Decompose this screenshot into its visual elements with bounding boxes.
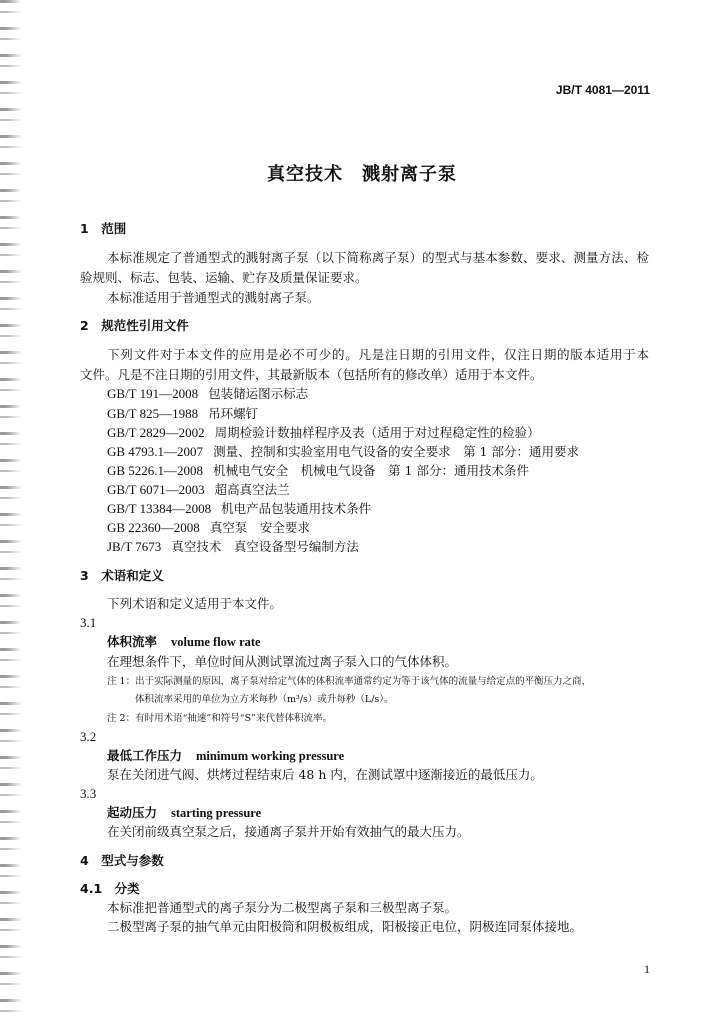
reference-item: [107, 386, 308, 402]
section-1-paragraph-line-1: 本标准规定了普通型式的溅射离子泵（以下简称离子泵）的型式与基本参数、要求、测量方法、检: [107, 250, 649, 265]
reference-title: 真空泵 安全要求: [209, 520, 310, 535]
document-title: 真空技术 溅射离子泵: [267, 164, 457, 185]
reference-code: GB 5226.1—2008: [107, 463, 204, 478]
term-note-2: 注 2：有时用术语“抽速”和符号“S”来代替体积流率。: [107, 713, 332, 724]
section-3-heading: 3 术语和定义: [80, 568, 164, 583]
term-number: 3.1: [80, 615, 97, 630]
reference-code: GB/T 825—1988: [107, 406, 199, 421]
reference-item: [107, 520, 310, 536]
reference-item: [107, 463, 529, 479]
scan-edge-shadow: [0, 0, 22, 1024]
term-heading: [107, 805, 261, 821]
reference-item: [107, 539, 359, 555]
reference-title: 超高真空法兰: [214, 482, 290, 497]
section-4-heading: 4 型式与参数: [80, 853, 164, 868]
reference-code: GB 22360—2008: [107, 520, 200, 535]
term-chinese: 起动压力: [107, 805, 158, 820]
section-1-heading: 1 范围: [80, 221, 127, 236]
term-heading: [107, 634, 261, 650]
page-number: 1: [644, 962, 650, 976]
reference-code: GB/T 191—2008: [107, 386, 199, 401]
term-chinese: 最低工作压力: [107, 748, 183, 763]
term-english: starting pressure: [171, 806, 262, 820]
reference-item: [107, 406, 258, 422]
reference-title: 真空技术 真空设备型号编制方法: [171, 539, 359, 554]
term-number: 3.3: [80, 786, 97, 801]
reference-title: 机电产品包装通用技术条件: [221, 501, 372, 516]
section-3-intro: 下列术语和定义适用于本文件。: [107, 596, 283, 611]
term-english: volume flow rate: [171, 635, 261, 649]
term-number: 3.2: [80, 729, 97, 744]
section-4-paragraph-2: 二极型离子泵的抽气单元由阳极筒和阴极板组成，阳极接正电位，阴极连同泵体接地。: [107, 919, 583, 934]
reference-item: [107, 501, 371, 517]
section-2-intro-line-1: 下列文件对于本文件的应用是必不可少的。凡是注日期的引用文件，仅注日期的版本适用于本: [107, 347, 649, 362]
term-note-1-line-1: 注 1：出于实际测量的原因，离子泵对给定气体的体积流率通常约定为等于该气体的流量与给定点的平衡压力之商，: [107, 676, 592, 687]
term-definition: 泵在关闭进气阀、烘烤过程结束后 48 h 内，在测试罩中逐渐接近的最低压力。: [107, 767, 543, 782]
term-english: minimum working pressure: [196, 749, 345, 763]
reference-item: [107, 482, 290, 498]
term-note-1-line-2: 体积流率采用的单位为立方米每秒（m³/s）或升每秒（L/s）。: [135, 694, 394, 705]
reference-code: JB/T 7673: [107, 539, 162, 554]
subsection-4-1-heading: 4.1 分类: [80, 881, 140, 896]
reference-title: 机械电气安全 机械电气设备 第 1 部分：通用技术条件: [213, 463, 529, 478]
reference-code: GB/T 2829—2002: [107, 425, 205, 440]
term-definition: 在理想条件下，单位时间从测试罩流过离子泵入口的气体体积。: [107, 654, 458, 669]
reference-item: [107, 425, 540, 441]
term-chinese: 体积流率: [107, 634, 158, 649]
reference-title: 周期检验计数抽样程序及表（适用于对过程稳定性的检验）: [214, 425, 540, 440]
section-4-paragraph-1: 本标准把普通型式的离子泵分为二极型离子泵和三极型离子泵。: [107, 900, 458, 915]
reference-code: GB/T 6071—2003: [107, 482, 205, 497]
section-1-scope-sentence: 本标准适用于普通型式的溅射离子泵。: [107, 290, 320, 305]
section-1-paragraph-line-2: 验规则、标志、包装、运输、贮存及质量保证要求。: [80, 270, 368, 285]
standard-id: JB/T 4081—2011: [555, 83, 650, 97]
section-2-intro-line-2: 文件。凡是不注日期的引用文件，其最新版本（包括所有的修改单）适用于本文件。: [80, 367, 543, 382]
reference-code: GB 4793.1—2007: [107, 444, 204, 459]
section-2-heading: 2 规范性引用文件: [80, 318, 189, 333]
reference-title: 包装储运图示标志: [208, 386, 309, 401]
term-heading: [107, 748, 344, 764]
reference-title: 测量、控制和实验室用电气设备的安全要求 第 1 部分：通用要求: [213, 444, 579, 459]
reference-title: 吊环螺钉: [208, 406, 259, 421]
reference-code: GB/T 13384—2008: [107, 501, 212, 516]
term-definition: 在关闭前级真空泵之后，接通离子泵并开始有效抽气的最大压力。: [107, 824, 470, 839]
reference-item: [107, 444, 579, 460]
